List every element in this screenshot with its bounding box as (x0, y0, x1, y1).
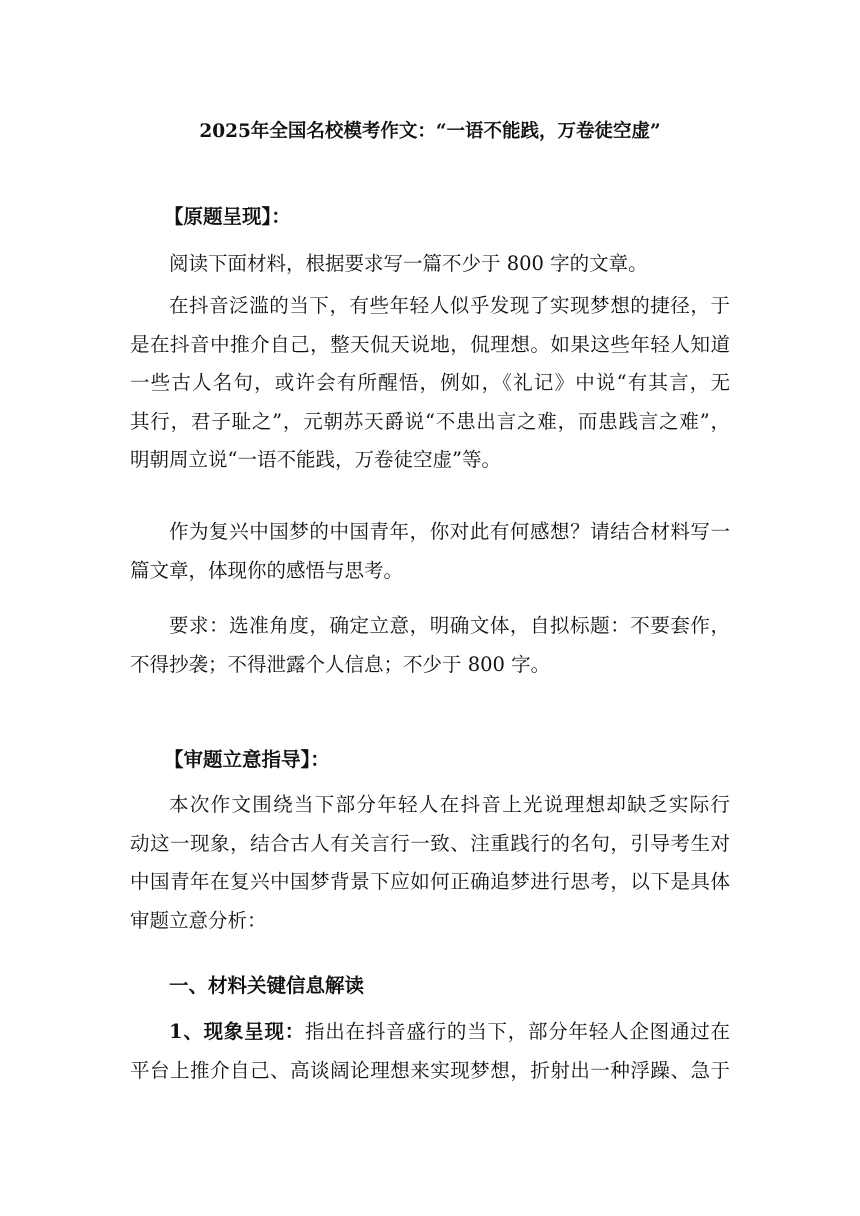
text-line: 要求：选准角度，确定立意，明确文体，自拟标题：不要套作， (169, 614, 730, 637)
text-line: 明朝周立说“一语不能践，万卷徒空虚”等。 (130, 448, 501, 471)
point1-text: 指出在抖音盛行的当下，部分年轻人企图通过在 (305, 1020, 730, 1043)
text-line: 在抖音泛滥的当下，有些年轻人似乎发现了实现梦想的捷径，于 (169, 294, 730, 317)
point1-paragraph (130, 1013, 730, 1090)
section-heading-guidance: 【审题立意指导】： (164, 748, 330, 771)
text-line: 不得抄袭；不得泄露个人信息；不少于 800 字。 (130, 652, 551, 676)
text-line: 中国青年在复兴中国梦背景下应如何正确追梦进行思考，以下是具体 (130, 870, 730, 893)
text-line: 一些古人名句，或许会有所醒悟，例如，《礼记》中说“有其言，无 (130, 371, 730, 394)
text-line: 作为复兴中国梦的中国青年，你对此有何感想？请结合材料写一 (169, 520, 730, 543)
prompt-question-paragraph (130, 513, 730, 590)
text-line: 其行，君子耻之”，元朝苏天爵说“不患出言之难，而患践言之难”， (130, 409, 730, 433)
prompt-instruction-paragraph (130, 245, 730, 284)
text-line (130, 1013, 730, 1052)
text-line: 阅读下面材料，根据要求写一篇不少于 800 字的文章。 (169, 252, 648, 275)
text-line: 篇文章，体现你的感悟与思考。 (130, 558, 404, 582)
text-line: 本次作文围绕当下部分年轻人在抖音上光说理想却缺乏实际行 (169, 793, 730, 816)
point1-lead: 1、现象呈现： (169, 1020, 305, 1043)
guidance-intro-paragraph (130, 786, 730, 940)
text-line: 平台上推介自己、高谈阔论理想来实现梦想，折射出一种浮躁、急于 (130, 1058, 730, 1082)
document-title: 2025年全国名校模考作文：“一语不能践，万卷徒空虚” (199, 121, 661, 142)
section-heading-original-prompt: 【原题呈现】： (164, 205, 291, 228)
text-line: 动这一现象，结合古人有关言行一致、注重践行的名句，引导考生对 (130, 831, 730, 855)
prompt-requirements-paragraph (130, 607, 730, 684)
text-line: 审题立意分析： (130, 908, 267, 932)
subheading-material-analysis: 一、材料关键信息解读 (169, 974, 365, 997)
text-line: 是在抖音中推介自己，整天侃天说地，侃理想。如果这些年轻人知道 (130, 332, 730, 356)
prompt-material-paragraph (130, 287, 730, 480)
